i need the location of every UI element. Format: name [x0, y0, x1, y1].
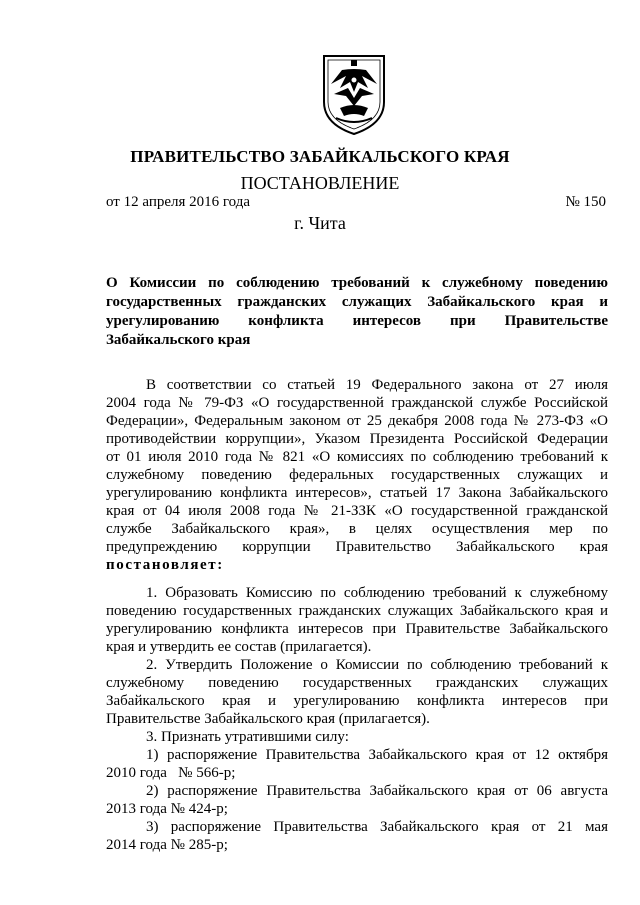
document-city: г. Чита [294, 213, 346, 233]
item3-line: 3. Признать утратившими силу: [146, 729, 349, 745]
item2-line: 2. Утвердить Положение о Комиссии по соблюдению требований к [146, 657, 608, 673]
decree-word: постановляет: [106, 557, 224, 573]
preamble-line: В соответствии со статьей 19 Федерального закона от 27 июля [146, 377, 608, 393]
title-line: урегулированию конфликта интересов при Правительстве [106, 313, 608, 329]
item1-line: поведению государственных гражданских служащих Забайкальского края и [106, 603, 608, 619]
item2-line: Забайкальского края и урегулированию конфликта интересов при [106, 693, 608, 709]
item1-line: края и утвердить ее состав (прилагается). [106, 639, 372, 655]
preamble-line: противодействии коррупции», Указом Президента Российской Федерации [106, 431, 608, 447]
document-date: от 12 апреля 2016 года [106, 194, 251, 210]
preamble-line: предупреждению коррупции Правительство Забайкальского края [106, 539, 608, 555]
subitem3-line: 3) распоряжение Правительства Забайкальского края от 21 мая [146, 819, 608, 835]
preamble-line: службе Забайкальского края», в целях осуществления мер по [106, 521, 608, 537]
preamble-line: служебному поведению федеральных государственных служащих и [106, 467, 608, 483]
document-number: № 150 [565, 194, 606, 210]
subitem1-line: 2010 года № 566-р; [106, 765, 236, 781]
title-line: Забайкальского края [106, 332, 251, 348]
subitem2-line: 2) распоряжение Правительства Забайкальского края от 06 августа [146, 783, 608, 799]
item2-line: служебному поведению государственных гражданских служащих [106, 675, 608, 691]
document-type: ПОСТАНОВЛЕНИЕ [240, 173, 400, 193]
preamble-line: 2004 года № 79-ФЗ «О государственной гражданской службе Российской [106, 395, 608, 411]
item2-line: Правительстве Забайкальского края (прилагается). [106, 711, 430, 727]
preamble-line: от 01 июля 2010 года № 821 «О комиссиях по соблюдению требований к [106, 449, 608, 465]
subitem2-line: 2013 года № 424-р; [106, 801, 228, 817]
subitem3-line: 2014 года № 285-р; [106, 837, 228, 853]
item1-line: урегулированию конфликта интересов при Правительстве Забайкальского [106, 621, 608, 637]
item1-line: 1. Образовать Комиссию по соблюдению требований к служебному [146, 585, 608, 601]
coat-of-arms-icon [318, 52, 390, 137]
title-line: государственных гражданских служащих Забайкальского края и [106, 294, 608, 310]
subitem1-line: 1) распоряжение Правительства Забайкальского края от 12 октября [146, 747, 608, 763]
organization-name: ПРАВИТЕЛЬСТВО ЗАБАЙКАЛЬСКОГО КРАЯ [130, 147, 510, 166]
document-title [106, 274, 608, 350]
title-line: О Комиссии по соблюдению требований к служебному поведению [106, 275, 608, 291]
document-body [106, 376, 608, 854]
preamble-line: Федерации», Федеральным законом от 25 декабря 2008 года № 273-ФЗ «О [106, 413, 608, 429]
preamble-line: края от 04 июля 2008 года № 21-ЗЗК «О государственной гражданской [106, 503, 608, 519]
preamble-line: урегулированию конфликта интересов», статьей 17 Закона Забайкальского [106, 485, 608, 501]
